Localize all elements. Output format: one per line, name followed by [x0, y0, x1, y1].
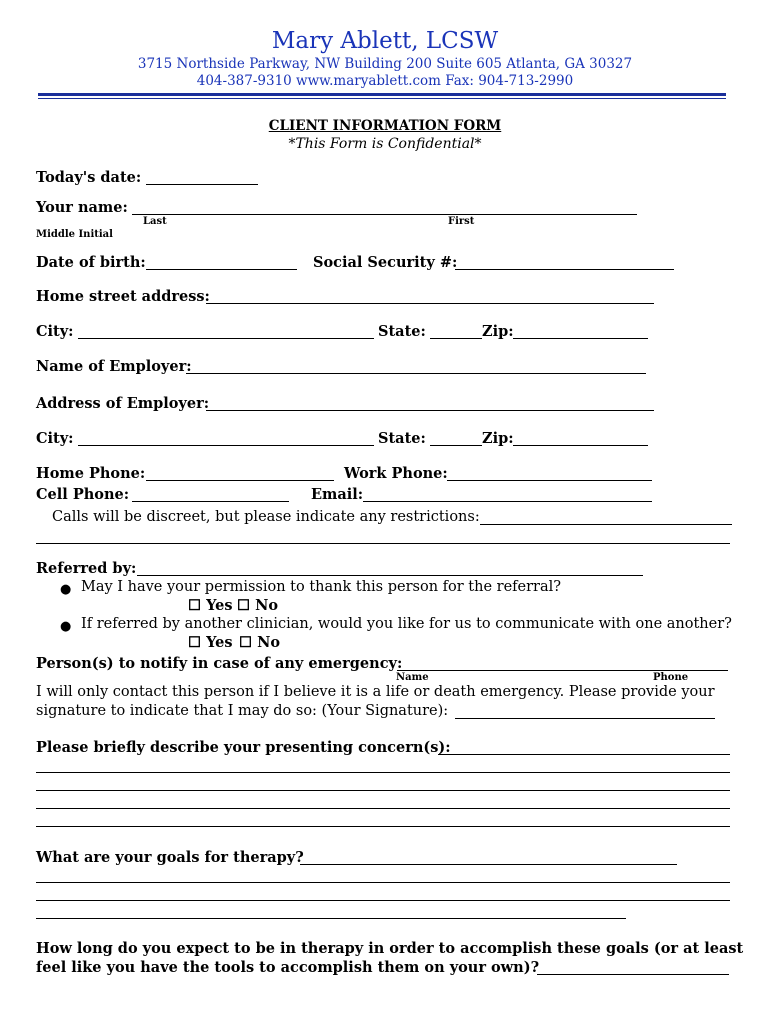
howlong-line-1: How long do you expect to be in therapy in order to accomplish these goals (or at least	[36, 940, 744, 957]
dob-label: Date of birth:	[36, 254, 146, 271]
concern-field-4[interactable]	[36, 808, 730, 809]
emergency-contact-field[interactable]	[397, 670, 728, 671]
clinician-yes[interactable]	[188, 634, 233, 651]
emergency-phone-caption: Phone	[653, 672, 689, 683]
zip-label: Zip:	[482, 323, 514, 340]
employer-name-field[interactable]	[186, 373, 646, 374]
state-field[interactable]	[430, 338, 482, 339]
referred-by-field[interactable]	[137, 575, 643, 576]
zip-field[interactable]	[513, 338, 648, 339]
yes-label: Yes	[206, 634, 233, 651]
concern-label: Please briefly describe your presenting concern(s):	[36, 739, 451, 756]
concern-field-1[interactable]	[438, 754, 730, 755]
goals-field-4[interactable]	[36, 918, 626, 919]
name-middle-caption: Middle Initial	[36, 229, 113, 240]
calls-note: Calls will be discreet, but please indicate any restrictions:	[52, 509, 480, 525]
email-label: Email:	[311, 486, 364, 503]
todays-date-label: Today's date:	[36, 169, 142, 186]
call-restrictions-field[interactable]	[480, 524, 732, 525]
call-restrictions-field-2[interactable]	[36, 543, 730, 544]
city-label: City:	[36, 323, 74, 340]
checkbox-icon[interactable]: ☐	[188, 634, 201, 651]
concern-field-2[interactable]	[36, 772, 730, 773]
employer-name-label: Name of Employer:	[36, 358, 192, 375]
home-address-field[interactable]	[206, 303, 654, 304]
goals-label: What are your goals for therapy?	[36, 849, 304, 866]
ssn-field[interactable]	[455, 269, 674, 270]
practice-contact: 404-387-9310 www.maryablett.com Fax: 904-713-2990	[196, 73, 574, 89]
permission-no[interactable]	[237, 597, 278, 614]
concern-field-5[interactable]	[36, 826, 730, 827]
checkbox-icon[interactable]: ☐	[239, 634, 252, 651]
goals-field-3[interactable]	[36, 900, 730, 901]
bullet-icon: ●	[60, 582, 72, 597]
your-name-field[interactable]	[132, 214, 637, 215]
cell-phone-label: Cell Phone:	[36, 486, 130, 503]
howlong-line-2: feel like you have the tools to accomplish them on your own)?	[36, 959, 540, 976]
confidential-note: *This Form is Confidential*	[288, 136, 482, 152]
clinician-no[interactable]	[239, 634, 280, 651]
state-label: State:	[378, 323, 426, 340]
name-first-caption: First	[448, 216, 475, 227]
employer-zip-label: Zip:	[482, 430, 514, 447]
goals-field-2[interactable]	[36, 882, 730, 883]
checkbox-icon[interactable]: ☐	[237, 597, 250, 614]
name-last-caption: Last	[143, 216, 167, 227]
email-field[interactable]	[363, 501, 652, 502]
home-address-label: Home street address:	[36, 288, 210, 305]
emergency-note-1: I will only contact this person if I believe it is a life or death emergency. Please provide your	[36, 684, 715, 700]
howlong-field[interactable]	[537, 974, 729, 975]
emergency-label: Person(s) to notify in case of any emergency:	[36, 655, 403, 672]
concern-field-3[interactable]	[36, 790, 730, 791]
referred-by-label: Referred by:	[36, 560, 137, 577]
employer-address-label: Address of Employer:	[36, 395, 210, 412]
employer-zip-field[interactable]	[513, 445, 648, 446]
work-phone-field[interactable]	[447, 480, 652, 481]
no-label: No	[255, 597, 278, 614]
bullet-icon: ●	[60, 619, 72, 634]
clinician-question: If referred by another clinician, would you like for us to communicate with one another?	[81, 616, 732, 632]
goals-field-1[interactable]	[300, 864, 677, 865]
no-label: No	[257, 634, 280, 651]
your-name-label: Your name:	[36, 199, 128, 216]
dob-field[interactable]	[146, 269, 297, 270]
ssn-label: Social Security #:	[313, 254, 458, 271]
permission-yes[interactable]	[188, 597, 233, 614]
employer-address-field[interactable]	[206, 410, 654, 411]
form-title: CLIENT INFORMATION FORM	[268, 118, 502, 134]
employer-state-label: State:	[378, 430, 426, 447]
checkbox-icon[interactable]: ☐	[188, 597, 201, 614]
practice-address: 3715 Northside Parkway, NW Building 200 Suite 605 Atlanta, GA 30327	[137, 56, 633, 72]
emergency-note-2: signature to indicate that I may do so: (Your Signature):	[36, 703, 449, 719]
todays-date-field[interactable]	[146, 184, 258, 185]
work-phone-label: Work Phone:	[344, 465, 448, 482]
signature-field[interactable]	[455, 718, 715, 719]
employer-state-field[interactable]	[430, 445, 482, 446]
practitioner-name: Mary Ablett, LCSW	[271, 28, 499, 54]
header-rule-thin	[38, 98, 726, 99]
home-phone-label: Home Phone:	[36, 465, 146, 482]
yes-label: Yes	[206, 597, 233, 614]
emergency-name-caption: Name	[396, 672, 429, 683]
city-field[interactable]	[78, 338, 374, 339]
employer-city-field[interactable]	[78, 445, 374, 446]
header-rule	[38, 93, 726, 96]
permission-question: May I have your permission to thank this person for the referral?	[81, 579, 562, 595]
employer-city-label: City:	[36, 430, 74, 447]
home-phone-field[interactable]	[146, 480, 334, 481]
cell-phone-field[interactable]	[132, 501, 289, 502]
